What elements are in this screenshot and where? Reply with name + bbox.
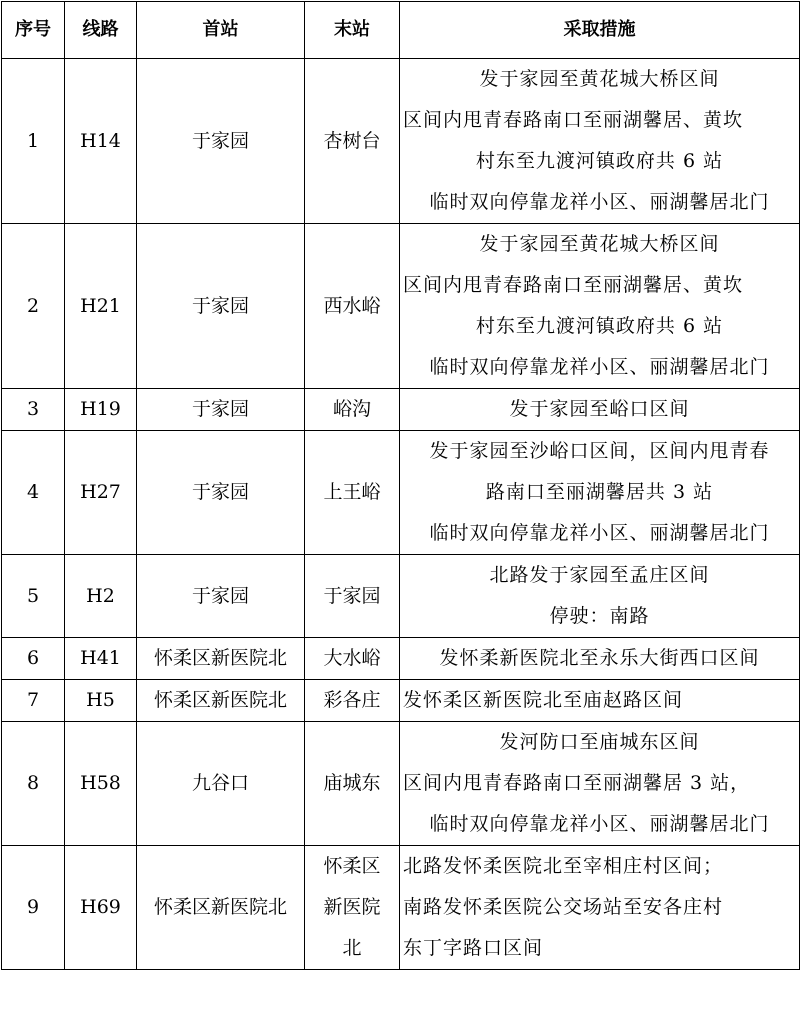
- cell-line: H2: [65, 555, 137, 638]
- table-row: [2, 431, 800, 555]
- table-row: [2, 846, 800, 970]
- measure-line: 发于家园至黄花城大桥区间: [479, 68, 720, 90]
- measure-line: 发于家园至黄花城大桥区间: [479, 233, 720, 255]
- cell-measures: [400, 555, 800, 638]
- measure-line: 东丁字路口区间: [403, 937, 544, 959]
- cell-no: 2: [2, 224, 65, 389]
- last-stop-line: 庙城东: [323, 772, 381, 794]
- measure-line: 临时双向停靠龙祥小区、丽湖馨居北门: [429, 191, 770, 213]
- cell-last-stop: [305, 389, 400, 431]
- cell-last-stop: [305, 555, 400, 638]
- last-stop-line: 大水峪: [323, 647, 381, 669]
- cell-last-stop: [305, 431, 400, 555]
- cell-last-stop: [305, 638, 400, 680]
- table-row: [2, 59, 800, 224]
- header-first-stop: 首站: [137, 2, 305, 59]
- measure-line: 区间内甩青春路南口至丽湖馨居 3 站，: [403, 772, 751, 794]
- last-stop-line: 峪沟: [332, 398, 371, 420]
- table-row: [2, 555, 800, 638]
- measure-line: 南路发怀柔医院公交场站至安各庄村: [403, 896, 724, 918]
- measure-line: 区间内甩青春路南口至丽湖馨居、黄坎: [403, 109, 744, 131]
- last-stop-line: 彩各庄: [323, 689, 381, 711]
- table-row: [2, 638, 800, 680]
- measure-line: 临时双向停靠龙祥小区、丽湖馨居北门: [429, 522, 770, 544]
- cell-first-stop: 怀柔区新医院北: [137, 680, 305, 722]
- measure-line: 村东至九渡河镇政府共 6 站: [475, 150, 724, 172]
- cell-last-stop: [305, 59, 400, 224]
- measure-line: 发于家园至峪口区间: [509, 398, 690, 420]
- header-no: 序号: [2, 2, 65, 59]
- cell-first-stop: 于家园: [137, 389, 305, 431]
- cell-line: H19: [65, 389, 137, 431]
- last-stop-line: 西水峪: [323, 294, 381, 317]
- cell-last-stop: [305, 224, 400, 389]
- table-row: [2, 680, 800, 722]
- cell-first-stop: 于家园: [137, 59, 305, 224]
- header-measures: 采取措施: [400, 2, 800, 59]
- cell-first-stop: 怀柔区新医院北: [137, 638, 305, 680]
- measure-line: 北路发于家园至孟庄区间: [489, 564, 710, 586]
- header-line: 线路: [65, 2, 137, 59]
- cell-first-stop: 于家园: [137, 224, 305, 389]
- cell-no: 4: [2, 431, 65, 555]
- table-row: [2, 389, 800, 431]
- cell-line: H69: [65, 846, 137, 970]
- measure-line: 路南口至丽湖馨居共 3 站: [485, 481, 714, 503]
- last-stop-line: 新医院: [323, 896, 381, 918]
- table-row: [2, 224, 800, 389]
- last-stop-line: 杏树台: [323, 129, 381, 152]
- cell-line: H27: [65, 431, 137, 555]
- measure-line: 发河防口至庙城东区间: [499, 731, 700, 753]
- measure-line: 发怀柔区新医院北至庙赵路区间: [403, 689, 684, 711]
- cell-line: H21: [65, 224, 137, 389]
- cell-first-stop: 于家园: [137, 555, 305, 638]
- cell-no: 5: [2, 555, 65, 638]
- measure-line: 临时双向停靠龙祥小区、丽湖馨居北门: [429, 356, 770, 378]
- cell-no: 9: [2, 846, 65, 970]
- cell-last-stop: [305, 680, 400, 722]
- cell-measures: [400, 389, 800, 431]
- last-stop-line: 北: [342, 937, 362, 959]
- cell-no: 7: [2, 680, 65, 722]
- measure-line: 停驶：南路: [549, 605, 650, 627]
- cell-measures: [400, 431, 800, 555]
- last-stop-line: 于家园: [323, 584, 381, 607]
- cell-measures: [400, 846, 800, 970]
- cell-measures: [400, 638, 800, 680]
- bus-route-table: [1, 1, 800, 970]
- table-row: [2, 722, 800, 846]
- measure-line: 发于家园至沙峪口区间，区间内甩青春: [429, 440, 770, 462]
- cell-no: 8: [2, 722, 65, 846]
- last-stop-line: 上王峪: [323, 481, 381, 503]
- cell-last-stop: [305, 846, 400, 970]
- cell-first-stop: 怀柔区新医院北: [137, 846, 305, 970]
- cell-line: H5: [65, 680, 137, 722]
- cell-first-stop: 九谷口: [137, 722, 305, 846]
- cell-measures: [400, 224, 800, 389]
- measure-line: 发怀柔新医院北至永乐大街西口区间: [439, 647, 760, 669]
- cell-first-stop: 于家园: [137, 431, 305, 555]
- measure-line: 村东至九渡河镇政府共 6 站: [475, 315, 724, 337]
- cell-last-stop: [305, 722, 400, 846]
- cell-measures: [400, 722, 800, 846]
- header-row: [2, 2, 800, 59]
- cell-line: H58: [65, 722, 137, 846]
- cell-no: 3: [2, 389, 65, 431]
- measure-line: 区间内甩青春路南口至丽湖馨居、黄坎: [403, 274, 744, 296]
- header-last-stop: 末站: [305, 2, 400, 59]
- cell-measures: [400, 59, 800, 224]
- cell-line: H14: [65, 59, 137, 224]
- cell-line: H41: [65, 638, 137, 680]
- cell-no: 1: [2, 59, 65, 224]
- measure-line: 北路发怀柔医院北至宰相庄村区间；: [403, 855, 724, 877]
- last-stop-line: 怀柔区: [323, 855, 381, 877]
- cell-no: 6: [2, 638, 65, 680]
- measure-line: 临时双向停靠龙祥小区、丽湖馨居北门: [429, 813, 770, 835]
- cell-measures: [400, 680, 800, 722]
